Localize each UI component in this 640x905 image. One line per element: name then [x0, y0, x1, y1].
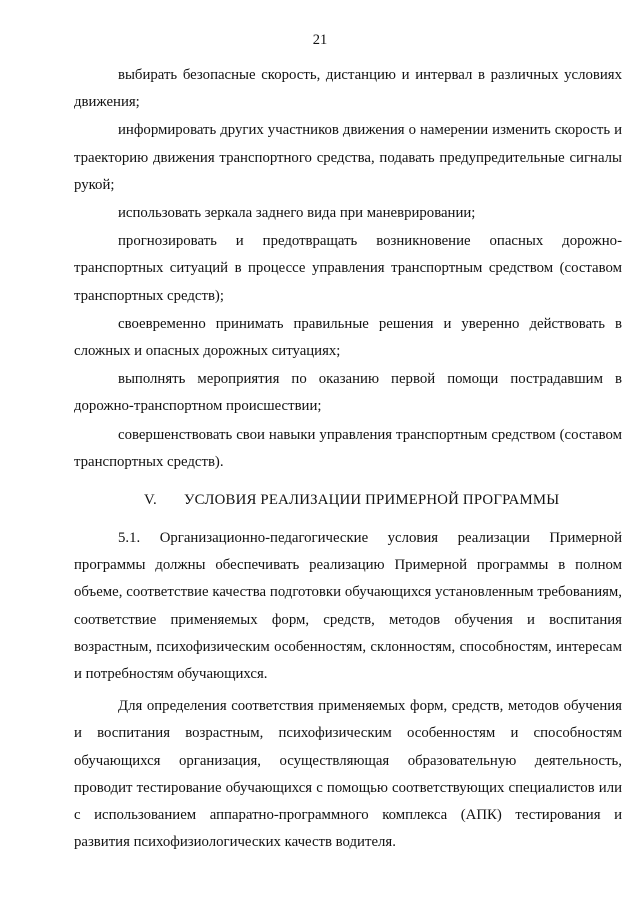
paragraph-mirrors: использовать зеркала заднего вида при маневрировании; — [118, 205, 476, 222]
paragraph-improve-skills: совершенствовать свои навыки управления транспортным средством (составом транспортных средств). — [74, 426, 622, 470]
paragraph-timely-decisions: своевременно принимать правильные решения и уверенно действовать в сложных и опасных дорожных ситуациях; — [74, 315, 622, 360]
paragraph-safe-speed: выбирать безопасные скорость, дистанцию и интервал в различных условиях движения; — [74, 67, 622, 111]
section-heading — [74, 487, 622, 514]
paragraph-inform-participants: информировать других участников движения о намерении изменить скорость и траекторию движения транспортного средства, подавать предупредительные сигналы рукой; — [74, 122, 622, 193]
section-title: УСЛОВИЯ РЕАЛИЗАЦИИ ПРИМЕРНОЙ ПРОГРАММЫ — [184, 492, 560, 509]
section-numeral: V. — [144, 492, 157, 509]
page-number: 21 — [312, 32, 328, 48]
paragraph-conditions: 5.1. Организационно-педагогические условия реализации Примерной программы должны обеспечивать реализацию Примерной программы в полном объеме, соответствие качества подготовки обучающихся установленным требованиям, соответствие применяемых форм, средств, методов обучения и воспитания возрастным, психофизическим особенностям, склонностям, способностям, интересам и потребностям обучающихся. — [74, 530, 622, 683]
document-body — [74, 62, 622, 857]
paragraph-first-aid: выполнять мероприятия по оказанию первой помощи пострадавшим в дорожно-транспортном происшествии; — [74, 371, 622, 415]
paragraph-forecast-situations: прогнозировать и предотвращать возникновение опасных дорожно-транспортных ситуаций в процессе управления транспортным средством (составом транспортных средств); — [74, 233, 622, 304]
paragraph-testing: Для определения соответствия применяемых форм, средств, методов обучения и воспитания возрастным, психофизическим особенностям и способностям обучающихся организация, осуществляющая образовательную деятельность, проводит тестирование обучающихся с помощью соответствующих специалистов или с использованием аппаратно-программного комплекса (АПК) тестирования и развития психофизиологических качеств водителя. — [74, 698, 622, 851]
